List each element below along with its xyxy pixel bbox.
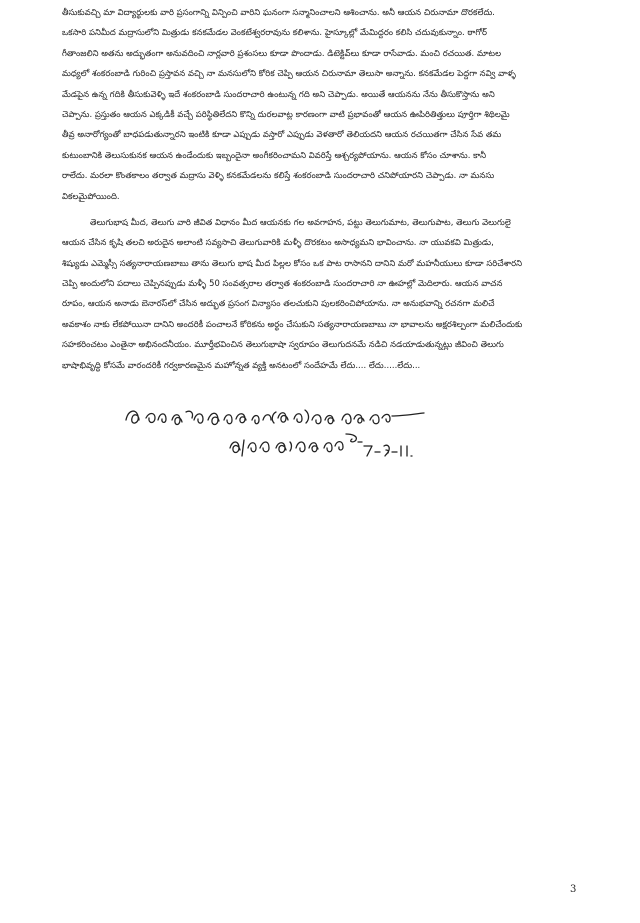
- text-line: రూపం, ఆయన అనాడు బెనారస్‌లో చేసిన అద్భుత ప్రసంగ విన్యాసం తలచుకుని పులకరించిపోయాను. నా అనుభవాన్ని రచనగా మలిచే: [62, 298, 495, 309]
- signature-drawing: [120, 398, 450, 470]
- text-line: మేడపైన ఉన్న గదికి తీసుకువెళ్ళి ఇదే శంకరంబాడి సుందరాచారి ఉంటున్న గది అని చెప్పాడు. అయితే ఆయనను నేను తీసుకొస్తాను అని: [62, 88, 495, 99]
- text-line: భాషాభివృద్ధి కోసమే వారందరికీ గర్వకారణమైన మహోన్నత వ్యక్తి అనటంలో సందేహమే లేదు.... లేదు.....లేదు...: [62, 359, 421, 370]
- text-line: రాలేదు. మరలా కొంతకాలం తర్వాత మద్రాసు వెళ్ళి కనకమేడలను కలిస్తే శంకరంబాడి సుందరాచారి చనిపోయారని చెప్పాడు. నా మనసు: [62, 170, 495, 181]
- paragraph-1: [62, 2, 612, 206]
- text-line: కుటుంబానికి తెలుసుకునక ఆయన ఉండేందుకు ఇబ్బందైనా అంగీకరించామని వివరిస్తే ఆశ్చర్యపోయాను. ఆయన కోసం చూశాను. కానీ: [62, 149, 487, 160]
- text-line: తెలుగుభాష మీద, తెలుగు వారి జీవిత విధానం మీద ఆయనకు గల అవగాహన, పట్టు తెలుగుమాట, తెలుగుపాట, తెలుగు వెలుగులై: [90, 216, 511, 227]
- handwritten-signature: [120, 398, 450, 470]
- text-line: ఆయన చేసిన కృషి తలచి అరుదైన అలాంటి సవ్యసాచి తెలుగువారికి మళ్ళీ దొరకటం అసాధ్యమని భావించాను. నా యువకవి మిత్రుడు,: [62, 237, 494, 248]
- text-line: గీతాంజలిని అతను అద్భుతంగా అనువదించి నార్లవారి ప్రశంసలు కూడా పొందాడు. డిటెక్టివ్‌లు కూడా రాసేవాడు. మంచి రచయిత. మాటల: [62, 47, 502, 58]
- page-number: 3: [570, 884, 577, 895]
- text-line: మధ్యలో శంకరంబాడి గురించి ప్రస్తావన వచ్చి నా మనసులోని కోరిక చెప్పి ఆయన చిరునామా తెలుసా అన్నాను. కనకమేడల పెద్దగా నవ్వి వాళ్ళ: [62, 68, 516, 79]
- text-line: వికలమైపోయింది.: [62, 190, 120, 201]
- text-line: సహకరించటం ఎంతైనా అభినందనీయం. మూర్తీభవించిన తెలుగుభాషా స్వరూపం తెలుగుదనమే నడిచి నడయాడుతున్నట్లు జీవించి తెలుగు: [62, 339, 504, 350]
- text-line: అవకాశం నాకు లేకపోయినా దానిని అందరికీ పంచాలనే కోరికను అర్థం చేసుకుని సత్యనారాయణబాబు నా భావాలను అక్షరశిల్పంగా మలిచేందుకు: [62, 318, 523, 329]
- text-line: చెప్పాను. ప్రస్తుతం ఆయన ఎక్కడికీ వచ్చే పరిస్థితిలేదని కొన్ని దురలవాట్ల కారణంగా వాటి ప్రభావంతో ఆయన ఊపిరితిత్తులు పూర్తిగా శిథిలమై: [62, 108, 510, 119]
- text-line: తీవ్ర అనారోగ్యంతో బాధపడుతున్నారని ఇంటికి కూడా ఎప్పుడు వస్తారో ఎప్పుడు వెళతారో తెలియదని ఆయన రచయితగా చేసిన సేవ తమ: [62, 129, 502, 140]
- paragraph-2: [62, 212, 612, 375]
- body-text: [62, 2, 612, 381]
- text-line: తీసుకువచ్చి మా విద్యార్థులకు వారి ప్రసంగాన్ని విన్పించి వారిని ఘనంగా సన్మానించాలని ఆశించాను. అనీ ఆయన చిరునామా దొరకలేదు.: [62, 7, 496, 17]
- text-line: ఒకసారి పనిమీద మద్రాసులోని మిత్రుడు కనకమేడల వెంకటేశ్వరరావును కలిశాను. హైస్కూల్లో మేమిద్దరం కలిసి చదువుకున్నాం. ఠాగోర్: [62, 27, 488, 38]
- text-line: చెప్పి అందులోని పదాలు చెప్పినప్పుడు మళ్ళీ 50 సంవత్సరాల తర్వాత శంకరంబాడి సుందరాచారి నా ఊహల్లో మెదిలారు. ఆయన వాచన: [62, 278, 503, 289]
- text-line: శిష్యుడు ఎమ్మెస్సీ సత్యనారాయణబాబు తాను తెలుగు భాష మీద పిల్లల కోసం ఒక పాట రాసానని దానిని మరో మహనీయులు కూడా సరిచేశారని: [62, 257, 523, 268]
